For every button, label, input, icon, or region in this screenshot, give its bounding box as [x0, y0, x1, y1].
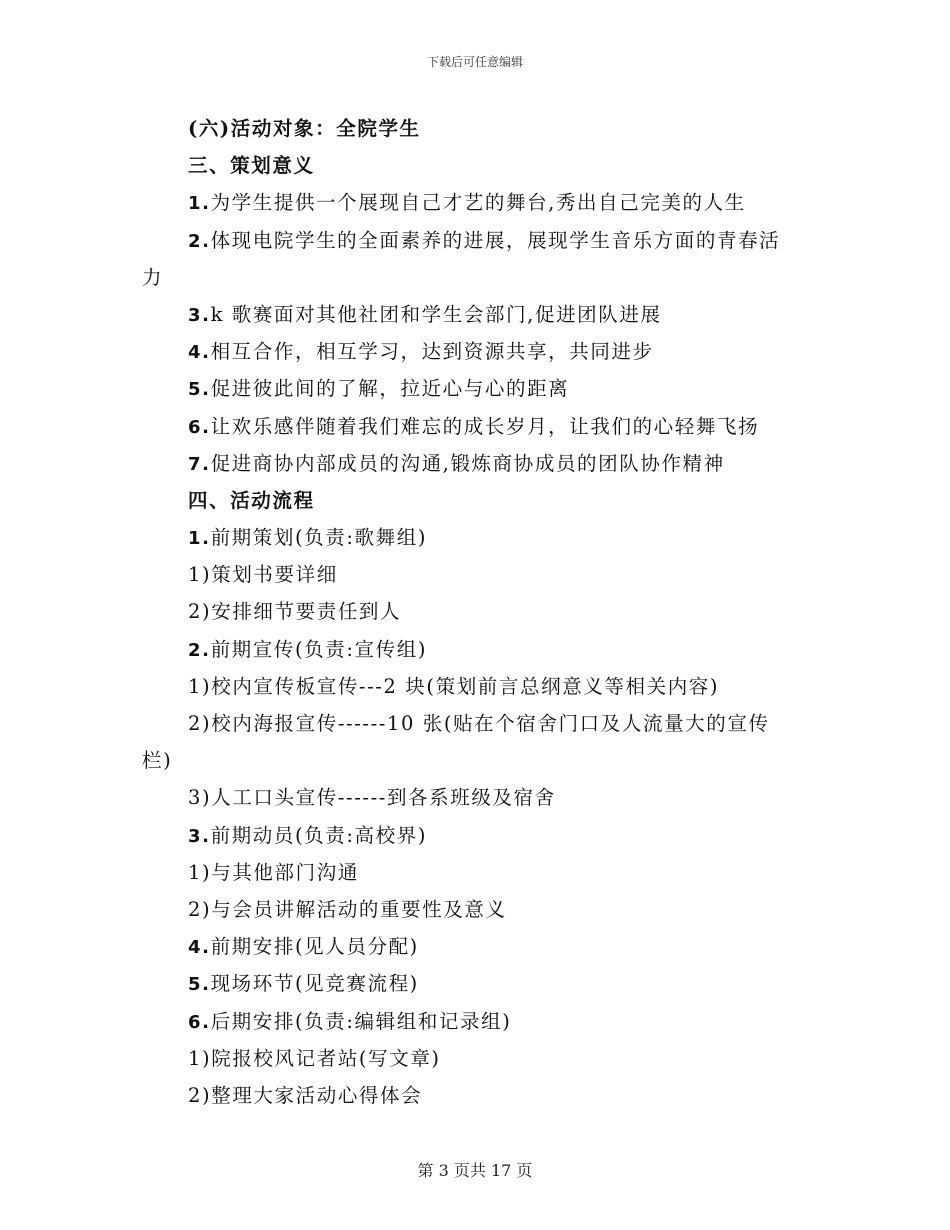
line-text: 后期安排(负责:编辑组和记录组) [210, 1009, 512, 1033]
line-text: 现场环节(见竞赛流程) [210, 972, 419, 996]
item-number: 4. [188, 937, 211, 959]
continuation-line [142, 742, 812, 779]
line-text: (六)活动对象：全院学生 [188, 117, 421, 140]
item-number: 6. [188, 1011, 211, 1033]
line-text: 体现电院学生的全面素养的进展，展现学生音乐方面的青春活 [210, 228, 781, 252]
item-number: 5. [188, 379, 211, 401]
line-text: 1)院报校风记者站(写文章) [188, 1046, 441, 1070]
line-text: 2)安排细节要责任到人 [188, 600, 402, 624]
list-item [142, 928, 812, 965]
item-number: 3. [188, 825, 211, 847]
list-item [142, 370, 812, 407]
line-text: 力 [142, 265, 164, 289]
list-item [142, 705, 812, 742]
line-text: 2)整理大家活动心得体会 [188, 1083, 423, 1107]
item-number: 1. [188, 528, 211, 550]
list-item [142, 668, 812, 705]
item-number: 6. [188, 416, 211, 438]
list-item [142, 817, 812, 854]
line-text: 前期策划(负责:歌舞组) [210, 526, 428, 550]
continuation-line [142, 259, 812, 296]
list-item [142, 965, 812, 1002]
list-item [142, 891, 812, 928]
item-number: 5. [188, 974, 211, 996]
list-item [142, 1040, 812, 1077]
line-text: 前期动员(负责:高校界) [210, 823, 428, 847]
list-item [142, 519, 812, 556]
page-header: 下载后可任意编辑 [426, 55, 523, 69]
section-heading [142, 482, 812, 519]
list-item [142, 184, 812, 221]
line-text: 2)与会员讲解活动的重要性及意义 [188, 897, 507, 921]
list-item [142, 1003, 812, 1040]
list-item [142, 333, 812, 370]
list-item [142, 631, 812, 668]
line-text: 促进商协内部成员的沟通,锻炼商协成员的团队协作精神 [210, 451, 725, 475]
section-heading [142, 147, 812, 184]
list-item [142, 445, 812, 482]
line-text: 为学生提供一个展现自己才艺的舞台,秀出自己完美的人生 [210, 191, 746, 215]
line-text: 相互合作，相互学习，达到资源共享，共同进步 [210, 340, 654, 364]
document-body [142, 110, 812, 1114]
line-text: 前期宣传(负责:宣传组) [210, 637, 428, 661]
line-text: 四、活动流程 [188, 488, 315, 512]
section-heading [142, 110, 812, 147]
item-number: 3. [188, 304, 211, 326]
line-text: 让欢乐感伴随着我们难忘的成长岁月，让我们的心轻舞飞扬 [210, 414, 760, 438]
list-item [142, 556, 812, 593]
line-text: 促进彼此间的了解，拉近心与心的距离 [210, 377, 570, 401]
line-text: 1)校内宣传板宣传---2 块(策划前言总纲意义等相关内容) [188, 674, 720, 698]
item-number: 2. [188, 230, 211, 252]
line-text: k 歌赛面对其他社团和学生会部门,促进团队进展 [210, 302, 662, 326]
line-text: 1)策划书要详细 [188, 563, 338, 587]
line-text: 2)校内海报宣传------10 张(贴在个宿舍门口及人流量大的宣传 [188, 712, 770, 735]
list-item [142, 779, 812, 816]
line-text: 三、策划意义 [188, 154, 315, 178]
item-number: 7. [188, 453, 211, 475]
line-text: 3)人工口头宣传------到各系班级及宿舍 [188, 786, 556, 810]
list-item [142, 222, 812, 259]
item-number: 4. [188, 342, 211, 364]
item-number: 2. [188, 639, 211, 661]
list-item [142, 1077, 812, 1114]
list-item [142, 593, 812, 630]
line-text: 栏) [142, 749, 173, 773]
item-number: 1. [188, 193, 211, 215]
line-text: 前期安排(见人员分配) [210, 935, 419, 959]
page-footer: 第 3 页共 17 页 [417, 1161, 533, 1180]
list-item [142, 296, 812, 333]
list-item [142, 854, 812, 891]
list-item [142, 408, 812, 445]
line-text: 1)与其他部门沟通 [188, 860, 359, 884]
